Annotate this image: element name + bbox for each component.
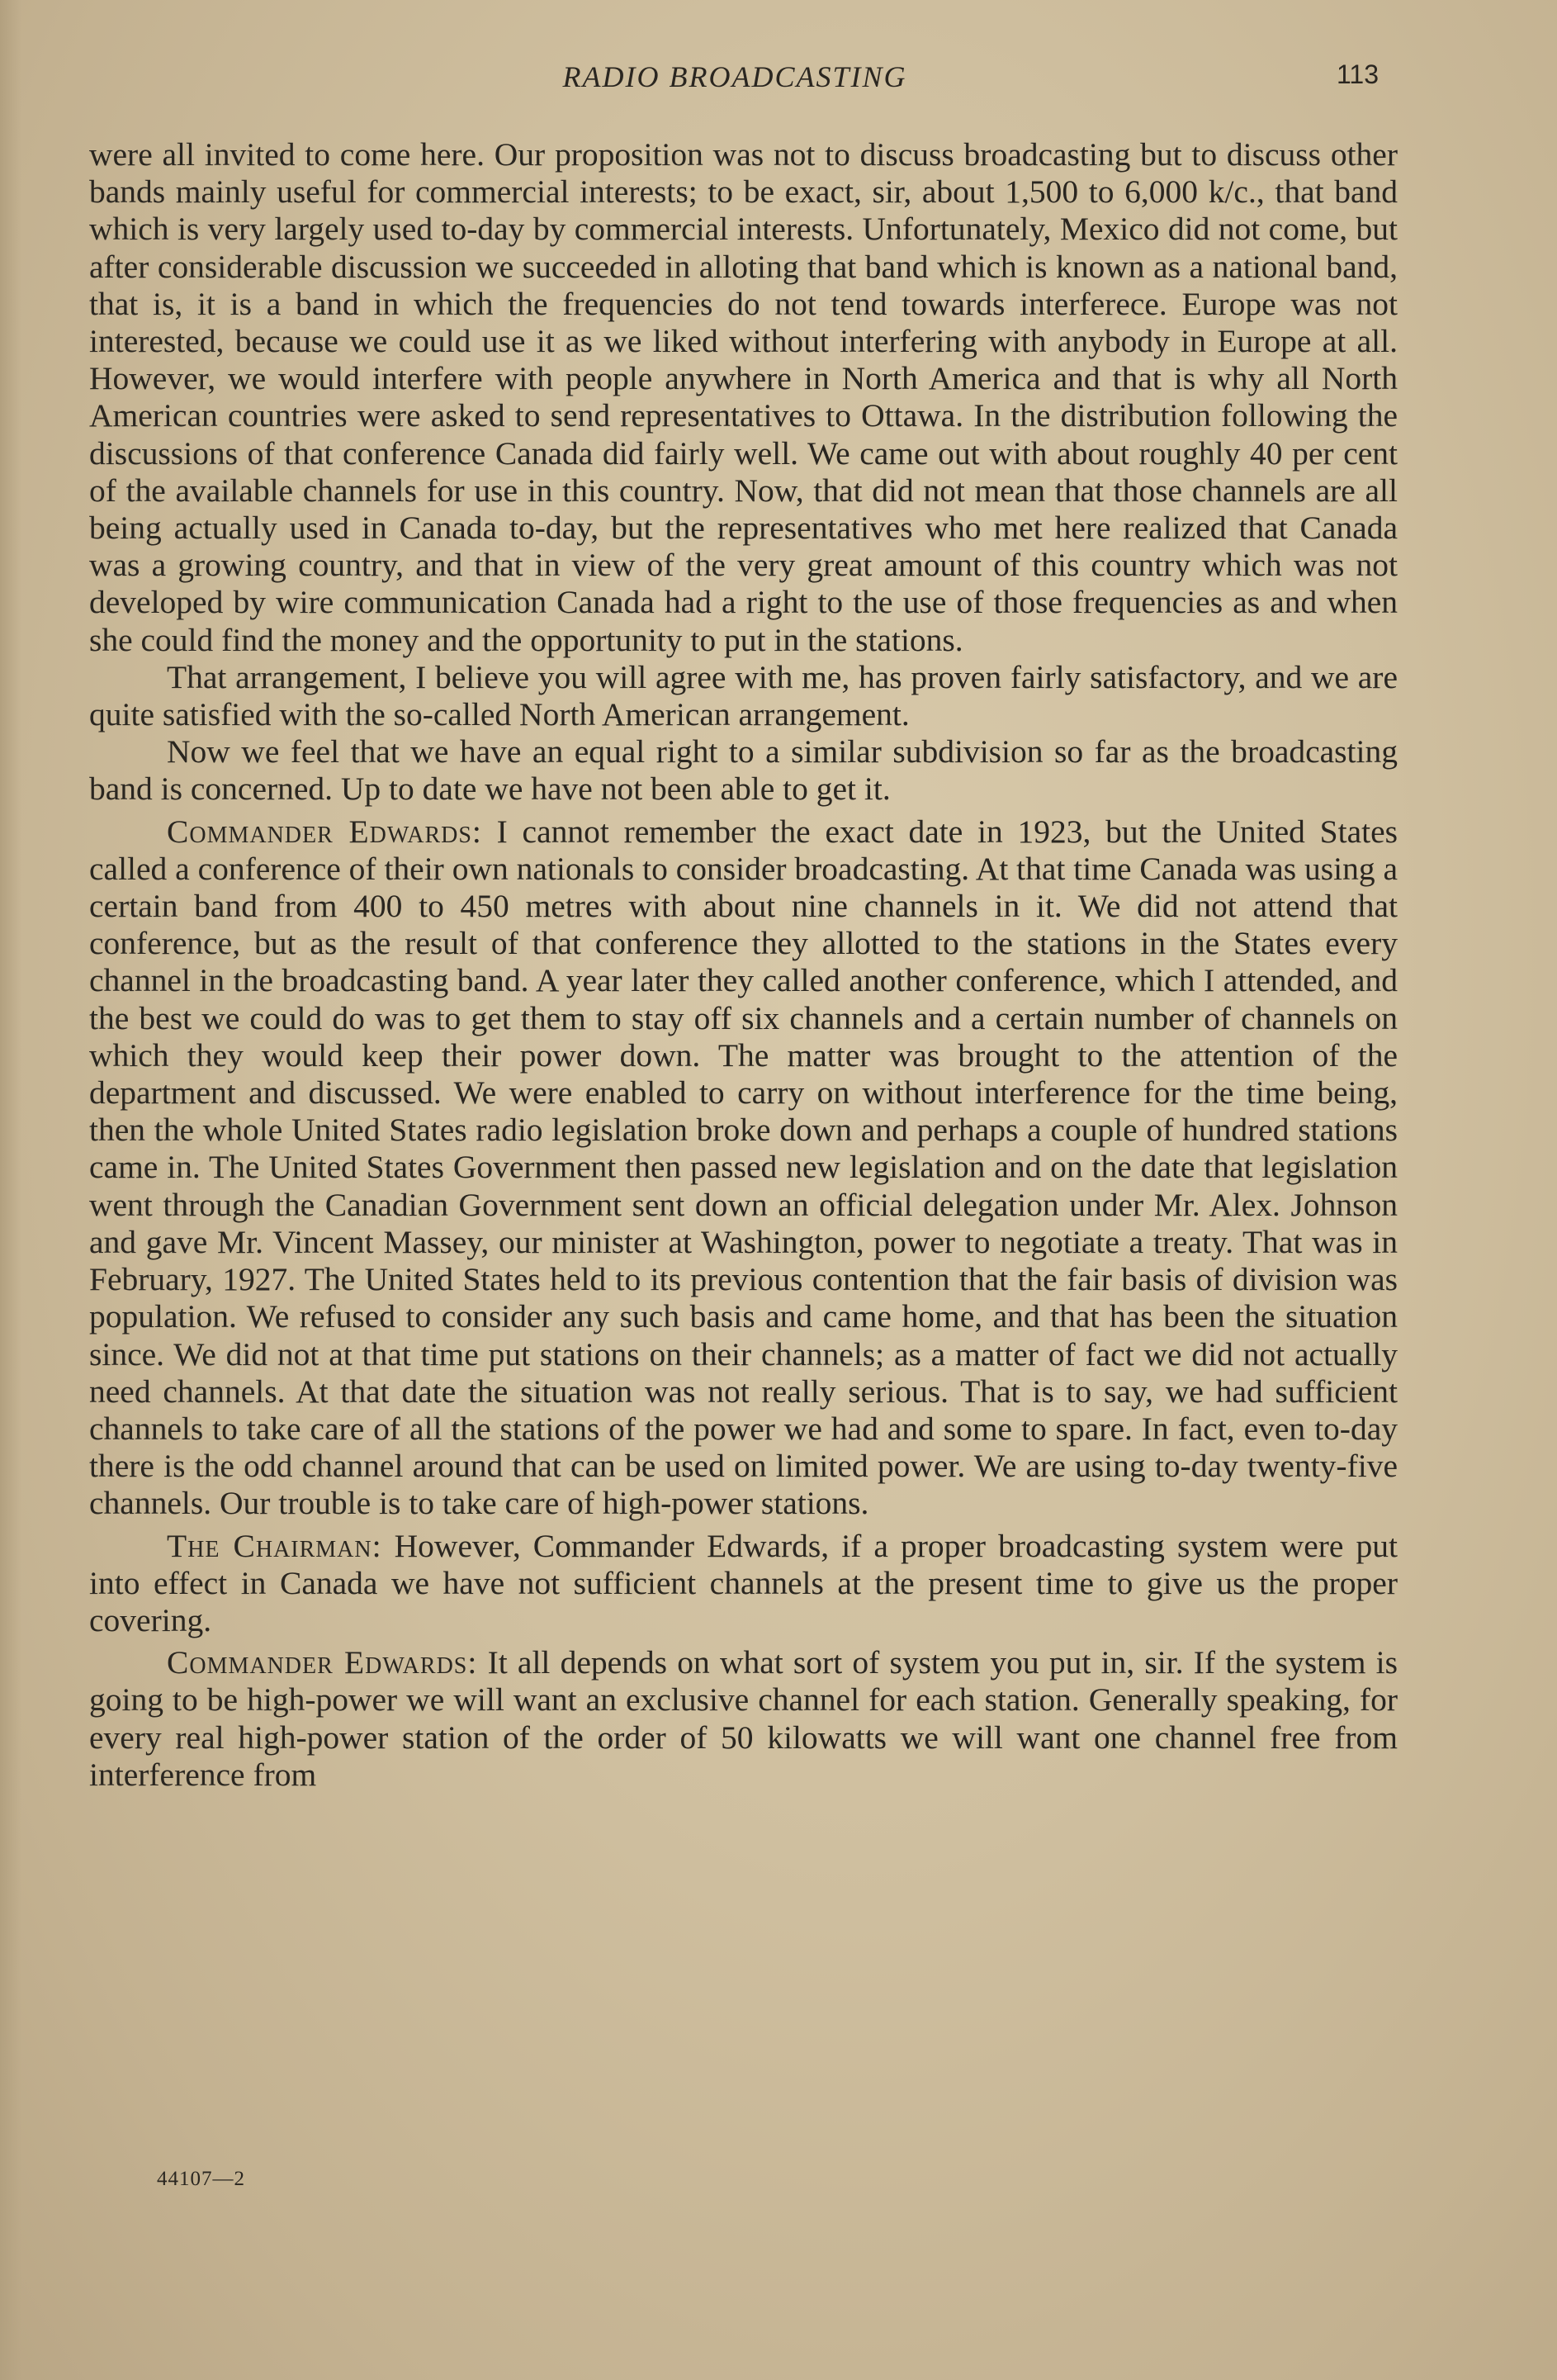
speaker-paragraph (89, 1528, 1398, 1640)
paragraph-text: were all invited to come here. Our proposition was not to discuss broadcasting but to discuss other bands mainly useful for commercial interests; to be exact, sir, about 1,500 to 6,000 k/c., that band which is very largely used to-day by commercial interests. Unfortunately, Mexico did not come, but after considerable discussion we succeeded in alloting that band which is known as a national band, that is, it is a band in which the frequencies do not tend towards interferece. Europe was not interested, because we could use it as we liked without interfering with anybody in Europe at all. However, we would interfere with people anywhere in North America and that is why all North American countries were asked to send representatives to Ottawa. In the distribution following the discussions of that conference Canada did fairly well. We came out with about roughly 40 per cent of the available channels for use in this country. Now, that did not mean that those channels are all being actually used in Canada to-day, but the representatives who met here realized that Canada was a growing country, and that in view of the very great amount of this country which was not developed by wire communication Canada had a right to the use of those frequencies as and when she could find the money and the opportunity to put in the stations. (89, 136, 1398, 658)
paragraph-text: Now we feel that we have an equal right to a similar subdivision so far as the broadcasting band is concerned. Up to date we have not been able to get it. (89, 733, 1398, 808)
speaker-name: The Chairman: (167, 1527, 382, 1564)
page-number: 113 (1336, 59, 1379, 89)
paragraph-text: It all depends on what sort of system you put in, sir. If the system is going to be high-power we will want an exclusive channel for each station. Generally speaking, for every real high-power station of the order of 50 kilowatts we will want one channel free from interference from (89, 1644, 1398, 1793)
printer-signature: 44107—2 (157, 2168, 245, 2190)
speaker-paragraph (89, 813, 1398, 1523)
paragraph (89, 733, 1398, 808)
paragraph-text: I cannot remember the exact date in 1923, but the United States called a conference of their own nationals to consider broadcasting. At that time Canada was using a certain band from 400 to 450 metres with about nine channels in it. We did not attend that conference, but as the result of that conference they allotted to the stations in the States every channel in the broadcasting band. A year later they called another conference, which I attended, and the best we could do was to get them to stay off six channels and a certain number of channels on which they would keep their power down. The matter was brought to the attention of the department and discussed. We were enabled to carry on without interference for the time being, then the whole United States radio legislation broke down and perhaps a couple of hundred stations came in. The United States Government then passed new legislation and on the date that legislation went through the Canadian Government sent down an official delegation under Mr. Alex. Johnson and gave Mr. Vincent Massey, our minister at Washington, power to negotiate a treaty. That was in February, 1927. The United States held to its previous contention that the fair basis of division was population. We refused to consider any such basis and came home, and that has been the situation since. We did not at that time put stations on their channels; as a matter of fact we did not actually need channels. At that date the situation was not really serious. That is to say, we had sufficient channels to take care of all the stations of the power we had and some to spare. In fact, even to-day there is the odd channel around that can be used on limited power. We are using to-day twenty-five channels. Our trouble is to take care of high-power stations. (89, 813, 1398, 1522)
speaker-paragraph (89, 1644, 1398, 1794)
paragraph-continuation (89, 136, 1398, 659)
running-head: RADIO BROADCASTING (562, 60, 907, 93)
paragraph-text: That arrangement, I believe you will agree with me, has proven fairly satisfactory, and we are quite satisfied with the so-called North American arrangement. (89, 658, 1398, 733)
speaker-name: Commander Edwards: (167, 813, 482, 850)
speaker-name: Commander Edwards: (167, 1644, 478, 1681)
page-header (91, 59, 1379, 101)
paragraph (89, 659, 1398, 733)
body-text (89, 136, 1398, 1794)
paragraph-text: However, Commander Edwards, if a proper broadcasting system were put into effect in Canada we have not sufficient channels at the present time to give us the proper covering. (89, 1527, 1398, 1638)
